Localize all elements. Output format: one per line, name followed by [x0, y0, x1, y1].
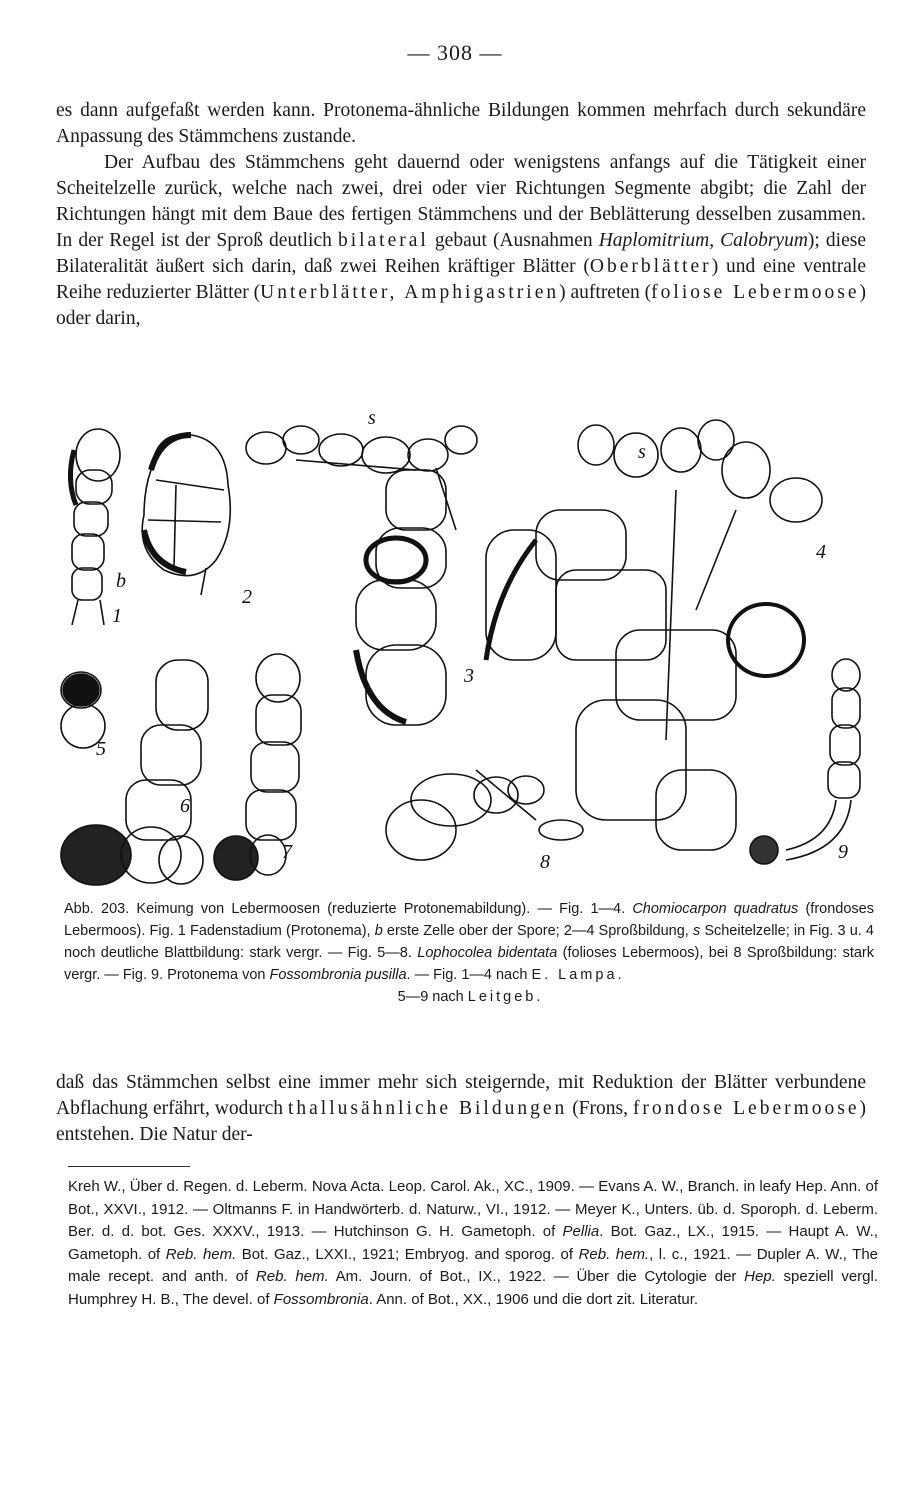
fig-3-branching — [246, 426, 477, 725]
fig-label-5: 5 — [96, 738, 106, 760]
fig-8-shoot — [386, 770, 583, 860]
paragraph-3: daß das Stämmchen selbst eine immer mehr sich steigernde, mit Reduktion der Blätter verbundene Abflachung erfährt, wodurch thallusähnliche Bildungen (Frons, frondose Lebermoose) entstehen. Die Natur der- — [56, 1072, 866, 1145]
fig-5-spore — [61, 672, 105, 748]
fig-label-3: 3 — [464, 665, 474, 687]
fig-label-2: 2 — [242, 586, 252, 608]
body-text-bottom — [56, 1070, 866, 1148]
page-number: — 308 — — [407, 40, 503, 65]
fig-label-1: 1 — [112, 605, 122, 627]
paragraph-2: Der Aufbau des Stämmchens geht dauernd oder wenigstens anfangs auf die Tätigkeit einer Scheitelzelle zurück, welche nach zwei, drei oder vier Richtungen Segmente abgibt; die Zahl der Richtungen hängt mit dem Baue des fertigen Stämmchens und der Beblätterung desselben zusammen. In der Regel ist der Sproß deutlich bilateral gebaut (Ausnahmen Haplomitrium, Calobryum); diese Bilateralität äußert sich darin, daß zwei Reihen kräftiger Blätter (Oberblätter) und eine ventrale Reihe reduzierter Blätter (Unterblätter, Amphigastrien) auftreten (foliose Lebermoose) oder darin, — [56, 152, 867, 329]
footnote-rule — [68, 1166, 190, 1167]
fig-1-filament — [70, 429, 120, 625]
caption-credit: 5—9 nach Leitgeb. — [397, 989, 541, 1005]
fig-label-9: 9 — [838, 841, 848, 863]
fig-label-b: b — [116, 570, 126, 592]
fig-4-large-shoot — [486, 420, 822, 850]
body-text-top — [56, 98, 866, 332]
figure-abb-203 — [56, 410, 876, 890]
fig-label-7: 7 — [282, 841, 292, 863]
reference-list: Kreh W., Über d. Regen. d. Leberm. Nova Acta. Leop. Carol. Ak., XC., 1909. — Evans A. W., Branch. in leafy Hep. Ann. of Bot., XXVI., 1912. — Oltmanns F. in Handwörterb. d. Naturw., VI., 1912. — Meyer K., Unters. üb. d. Sporoph. d. Leberm. Ber. d. d. bot. Ges. XXXV., 1913. — Hutchinson G. H. Gametoph. of Pellia. Bot. Gaz., LX., 1915. — Haupt A. W., Gametoph. of Reb. hem. Bot. Gaz., LXXI., 1921; Embryog. and sporog. of Reb. hem., l. c., 1921. — Dupler A. W., The male recept. and anth. of Reb. hem. Am. Journ. of Bot., IX., 1922. — Über die Cytologie der Hep. speziell vergl. Humphrey H. B., The devel. of Fossombronia. Ann. of Bot., XX., 1906 und die dort zit. Literatur. — [68, 1178, 879, 1308]
figure-caption — [64, 898, 874, 1008]
fig-2-germling — [142, 434, 230, 595]
caption-text: Abb. 203. Keimung von Lebermoosen (reduzierte Protonemabildung). — Fig. 1—4. Chomiocarpon quadratus (frondoses Lebermoos). Fig. 1 Fadenstadium (Protonema), b erste Zelle ober der Spore; 2—4 Sproßbildung, s Scheitelzelle; in Fig. 3 u. 4 noch deutliche Blattbildung: stark vergr. — Fig. 5—8. Lophocolea bidentata (folioses Lebermoos), bei 8 Sproßbildung: stark vergr. — Fig. 9. Protonema von Fossombronia pusilla. — Fig. 1—4 nach E. Lampa. — [64, 901, 874, 983]
fig-label-s-3: s — [368, 410, 376, 429]
paragraph-1: es dann aufgefaßt werden kann. Protonema-ähnliche Bildungen kommen mehrfach durch sekundäre Anpassung des Stämmchens zustande. — [56, 100, 866, 147]
fig-9-protonema — [750, 659, 860, 864]
fig-label-6: 6 — [180, 795, 190, 817]
references — [68, 1176, 878, 1311]
figure-drawing — [56, 410, 876, 890]
fig-label-4: 4 — [816, 541, 826, 563]
fig-label-8: 8 — [540, 851, 550, 873]
fig-label-s-4: s — [638, 441, 646, 463]
